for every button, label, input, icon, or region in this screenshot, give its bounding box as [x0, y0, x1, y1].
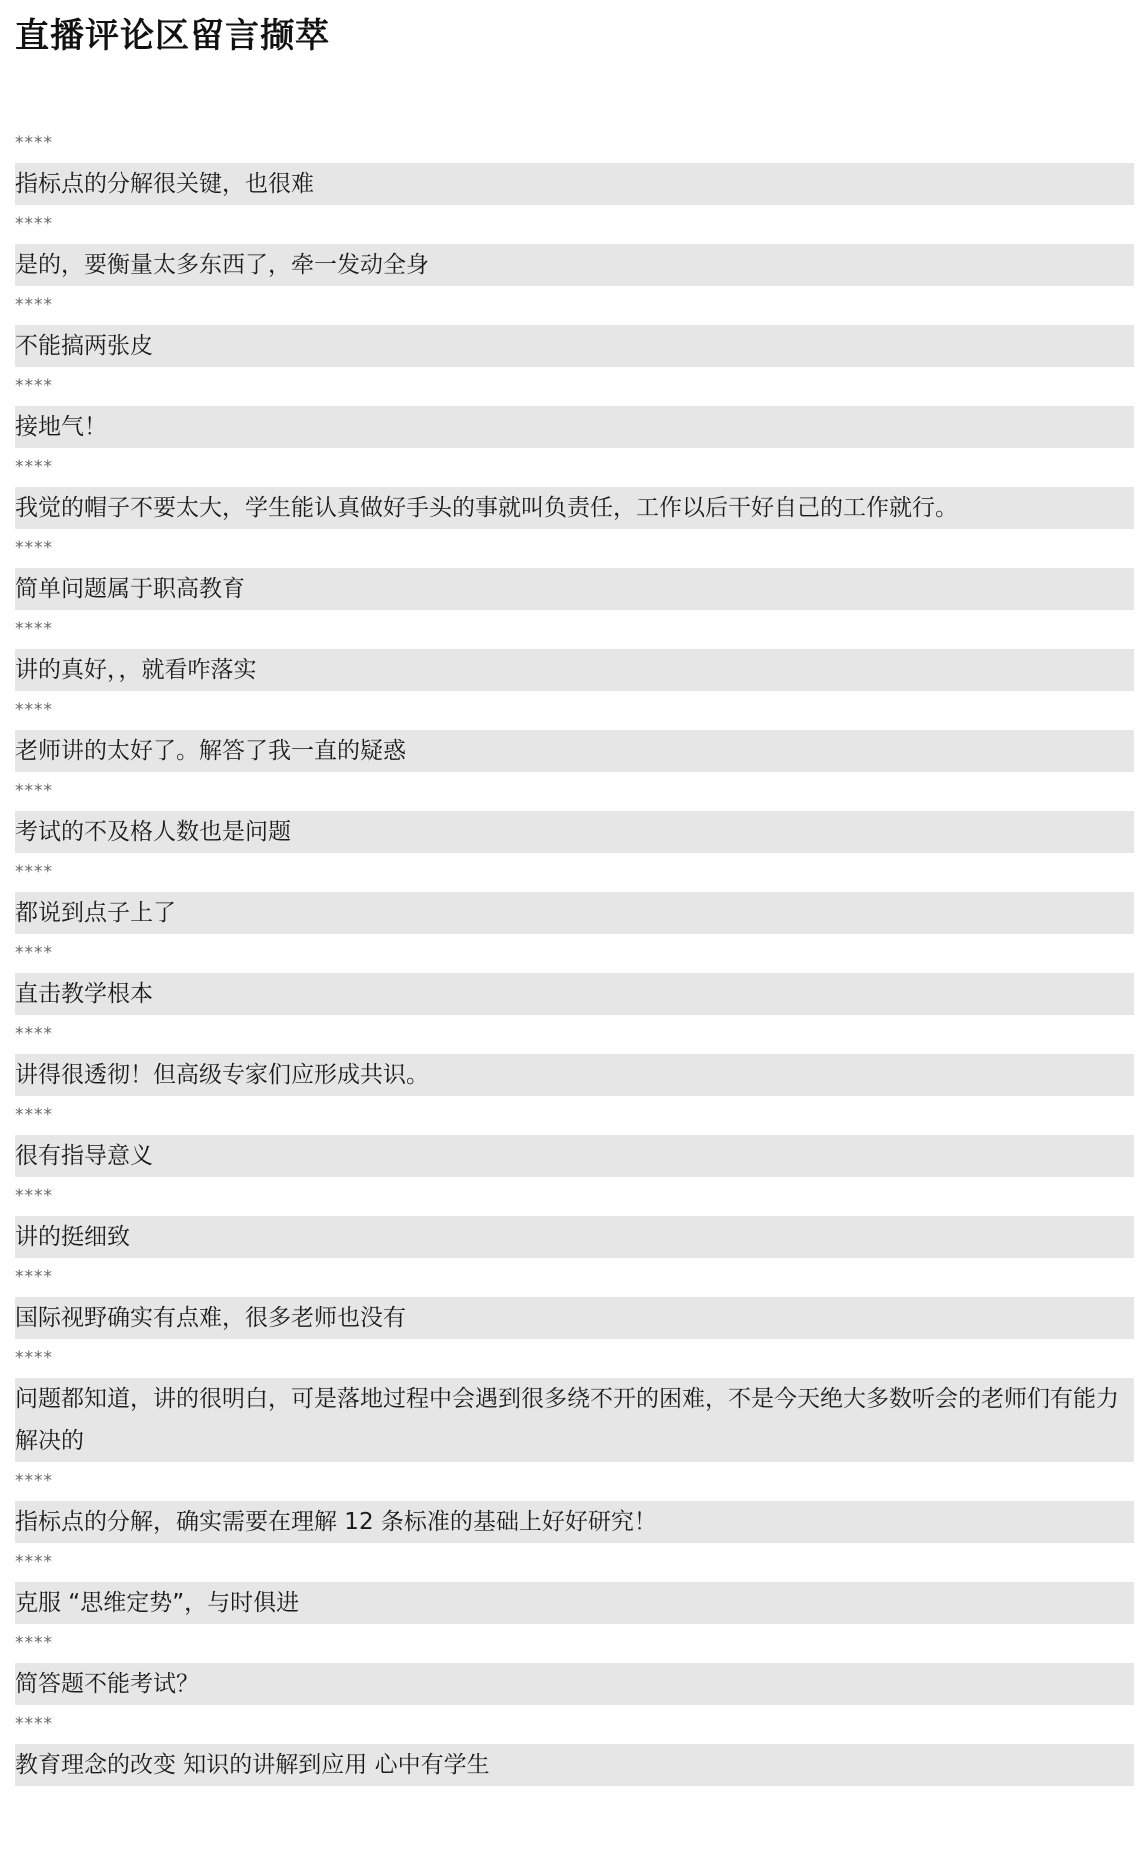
comment-item — [15, 1705, 1134, 1786]
comment-text: 讲的真好，，就看咋落实 — [15, 649, 1134, 691]
comment-user: **** — [15, 1105, 53, 1125]
comment-text: 问题都知道，讲的很明白，可是落地过程中会遇到很多绕不开的困难，不是今天绝大多数听会的老师们有能力解决的 — [15, 1378, 1134, 1462]
comment-user: **** — [15, 943, 53, 963]
comment-item — [15, 691, 1134, 772]
comment-text: 我觉的帽子不要太大，学生能认真做好手头的事就叫负责任，工作以后干好自己的工作就行。 — [15, 487, 1134, 529]
comment-user: **** — [15, 376, 53, 396]
comment-user: **** — [15, 619, 53, 639]
comment-text: 克服 “思维定势”，与时俱进 — [15, 1582, 1134, 1624]
comment-text: 指标点的分解很关键，也很难 — [15, 163, 1134, 205]
comment-text: 不能搞两张皮 — [15, 325, 1134, 367]
comment-item — [15, 1543, 1134, 1624]
comment-user: **** — [15, 1186, 53, 1206]
comment-item — [15, 367, 1134, 448]
page-title: 直播评论区留言撷萃 — [15, 16, 330, 56]
comment-user: **** — [15, 1714, 53, 1734]
comment-item — [15, 1339, 1134, 1462]
comment-item — [15, 1015, 1134, 1096]
comment-text: 指标点的分解，确实需要在理解 12 条标准的基础上好好研究！ — [15, 1501, 1134, 1543]
comment-item — [15, 772, 1134, 853]
comment-item — [15, 448, 1134, 529]
comment-list — [15, 124, 1134, 1786]
comment-text: 接地气！ — [15, 406, 1134, 448]
comment-item — [15, 1177, 1134, 1258]
comment-item — [15, 124, 1134, 205]
comment-item — [15, 529, 1134, 610]
comment-text: 都说到点子上了 — [15, 892, 1134, 934]
comment-user: **** — [15, 538, 53, 558]
comment-user: **** — [15, 1267, 53, 1287]
comment-user: **** — [15, 1471, 53, 1491]
comment-user: **** — [15, 781, 53, 801]
comment-user: **** — [15, 700, 53, 720]
comment-item — [15, 853, 1134, 934]
comment-user: **** — [15, 214, 53, 234]
comment-user: **** — [15, 457, 53, 477]
comment-text: 国际视野确实有点难，很多老师也没有 — [15, 1297, 1134, 1339]
comment-item — [15, 610, 1134, 691]
comment-user: **** — [15, 1348, 53, 1368]
comment-item — [15, 205, 1134, 286]
comment-user: **** — [15, 295, 53, 315]
comment-text: 老师讲的太好了。解答了我一直的疑惑 — [15, 730, 1134, 772]
comment-item — [15, 286, 1134, 367]
comment-text: 简单问题属于职高教育 — [15, 568, 1134, 610]
comment-item — [15, 1462, 1134, 1543]
comment-text: 考试的不及格人数也是问题 — [15, 811, 1134, 853]
comment-text: 教育理念的改变 知识的讲解到应用 心中有学生 — [15, 1744, 1134, 1786]
comment-text: 是的，要衡量太多东西了，牵一发动全身 — [15, 244, 1134, 286]
comment-user: **** — [15, 862, 53, 882]
comment-user: **** — [15, 1024, 53, 1044]
comment-text: 讲得很透彻！但高级专家们应形成共识。 — [15, 1054, 1134, 1096]
comment-item — [15, 934, 1134, 1015]
comment-user: **** — [15, 1633, 53, 1653]
comment-text: 讲的挺细致 — [15, 1216, 1134, 1258]
comment-text: 直击教学根本 — [15, 973, 1134, 1015]
comment-item — [15, 1096, 1134, 1177]
comment-text: 简答题不能考试？ — [15, 1663, 1134, 1705]
comment-text: 很有指导意义 — [15, 1135, 1134, 1177]
comment-item — [15, 1624, 1134, 1705]
comment-user: **** — [15, 133, 53, 153]
comment-user: **** — [15, 1552, 53, 1572]
comment-item — [15, 1258, 1134, 1339]
